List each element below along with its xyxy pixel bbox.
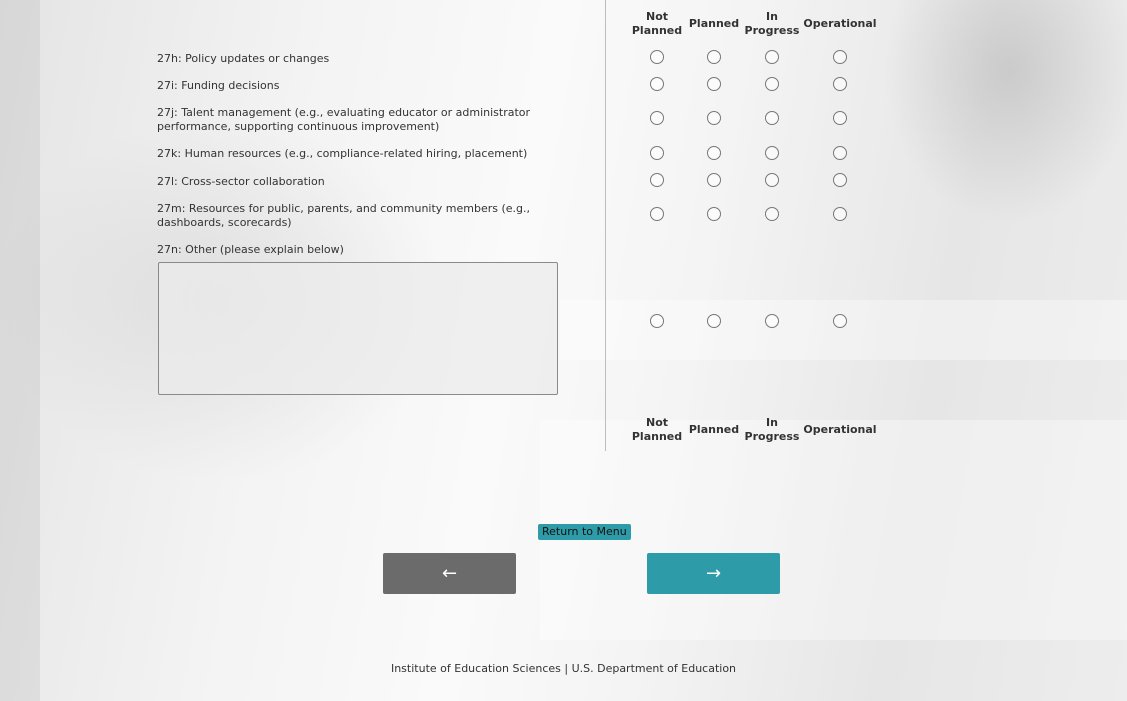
- arrow-right-icon: →: [705, 563, 722, 584]
- radio-27i-in-progress[interactable]: [765, 77, 779, 91]
- radio-27h-not-planned[interactable]: [650, 50, 664, 64]
- radio-27i-planned[interactable]: [707, 77, 721, 91]
- radio-27i-not-planned[interactable]: [650, 77, 664, 91]
- radio-27k-planned[interactable]: [707, 146, 721, 160]
- radio-27l-planned[interactable]: [707, 173, 721, 187]
- question-27j-label: 27j: Talent management (e.g., evaluating educator or administrator performance, supporting continuous improvement): [157, 106, 531, 133]
- radio-27i-operational[interactable]: [833, 77, 847, 91]
- radio-27k-operational[interactable]: [833, 146, 847, 160]
- question-27k-label: 27k: Human resources (e.g., compliance-related hiring, placement): [157, 147, 528, 160]
- radio-27j-in-progress[interactable]: [765, 111, 779, 125]
- question-27i-label: 27i: Funding decisions: [157, 79, 280, 92]
- col-header-not-planned: Not Planned: [631, 416, 683, 443]
- radio-27h-planned[interactable]: [707, 50, 721, 64]
- radio-27k-in-progress[interactable]: [765, 146, 779, 160]
- radio-27j-planned[interactable]: [707, 111, 721, 125]
- question-27n-label: 27n: Other (please explain below): [157, 243, 344, 256]
- radio-27j-operational[interactable]: [833, 111, 847, 125]
- background-band: [560, 300, 1127, 360]
- col-header-not-planned: Not Planned: [631, 10, 683, 37]
- col-header-in-progress: In Progress: [744, 10, 800, 37]
- radio-27k-not-planned[interactable]: [650, 146, 664, 160]
- radio-27n-operational[interactable]: [833, 314, 847, 328]
- radio-27h-in-progress[interactable]: [765, 50, 779, 64]
- col-header-operational: Operational: [803, 423, 877, 436]
- arrow-left-icon: ←: [441, 563, 458, 584]
- radio-27h-operational[interactable]: [833, 50, 847, 64]
- col-header-planned: Planned: [688, 17, 740, 30]
- radio-27n-not-planned[interactable]: [650, 314, 664, 328]
- radio-27m-planned[interactable]: [707, 207, 721, 221]
- radio-27m-operational[interactable]: [833, 207, 847, 221]
- question-27h-label: 27h: Policy updates or changes: [157, 52, 330, 65]
- radio-27l-not-planned[interactable]: [650, 173, 664, 187]
- radio-27n-planned[interactable]: [707, 314, 721, 328]
- column-divider: [605, 0, 606, 451]
- question-27l-label: 27l: Cross-sector collaboration: [157, 175, 325, 188]
- back-button[interactable]: [383, 553, 516, 594]
- other-explain-textarea[interactable]: [158, 262, 558, 395]
- return-to-menu-link[interactable]: Return to Menu: [538, 524, 631, 540]
- next-button[interactable]: [647, 553, 780, 594]
- col-header-planned: Planned: [688, 423, 740, 436]
- radio-27j-not-planned[interactable]: [650, 111, 664, 125]
- radio-27n-in-progress[interactable]: [765, 314, 779, 328]
- radio-27l-in-progress[interactable]: [765, 173, 779, 187]
- radio-27l-operational[interactable]: [833, 173, 847, 187]
- radio-27m-not-planned[interactable]: [650, 207, 664, 221]
- col-header-in-progress: In Progress: [744, 416, 800, 443]
- radio-27m-in-progress[interactable]: [765, 207, 779, 221]
- background-shade: [0, 0, 40, 701]
- footer-text: Institute of Education Sciences | U.S. Department of Education: [390, 662, 737, 675]
- question-27m-label: 27m: Resources for public, parents, and community members (e.g., dashboards, scorecards): [157, 202, 531, 229]
- col-header-operational: Operational: [803, 17, 877, 30]
